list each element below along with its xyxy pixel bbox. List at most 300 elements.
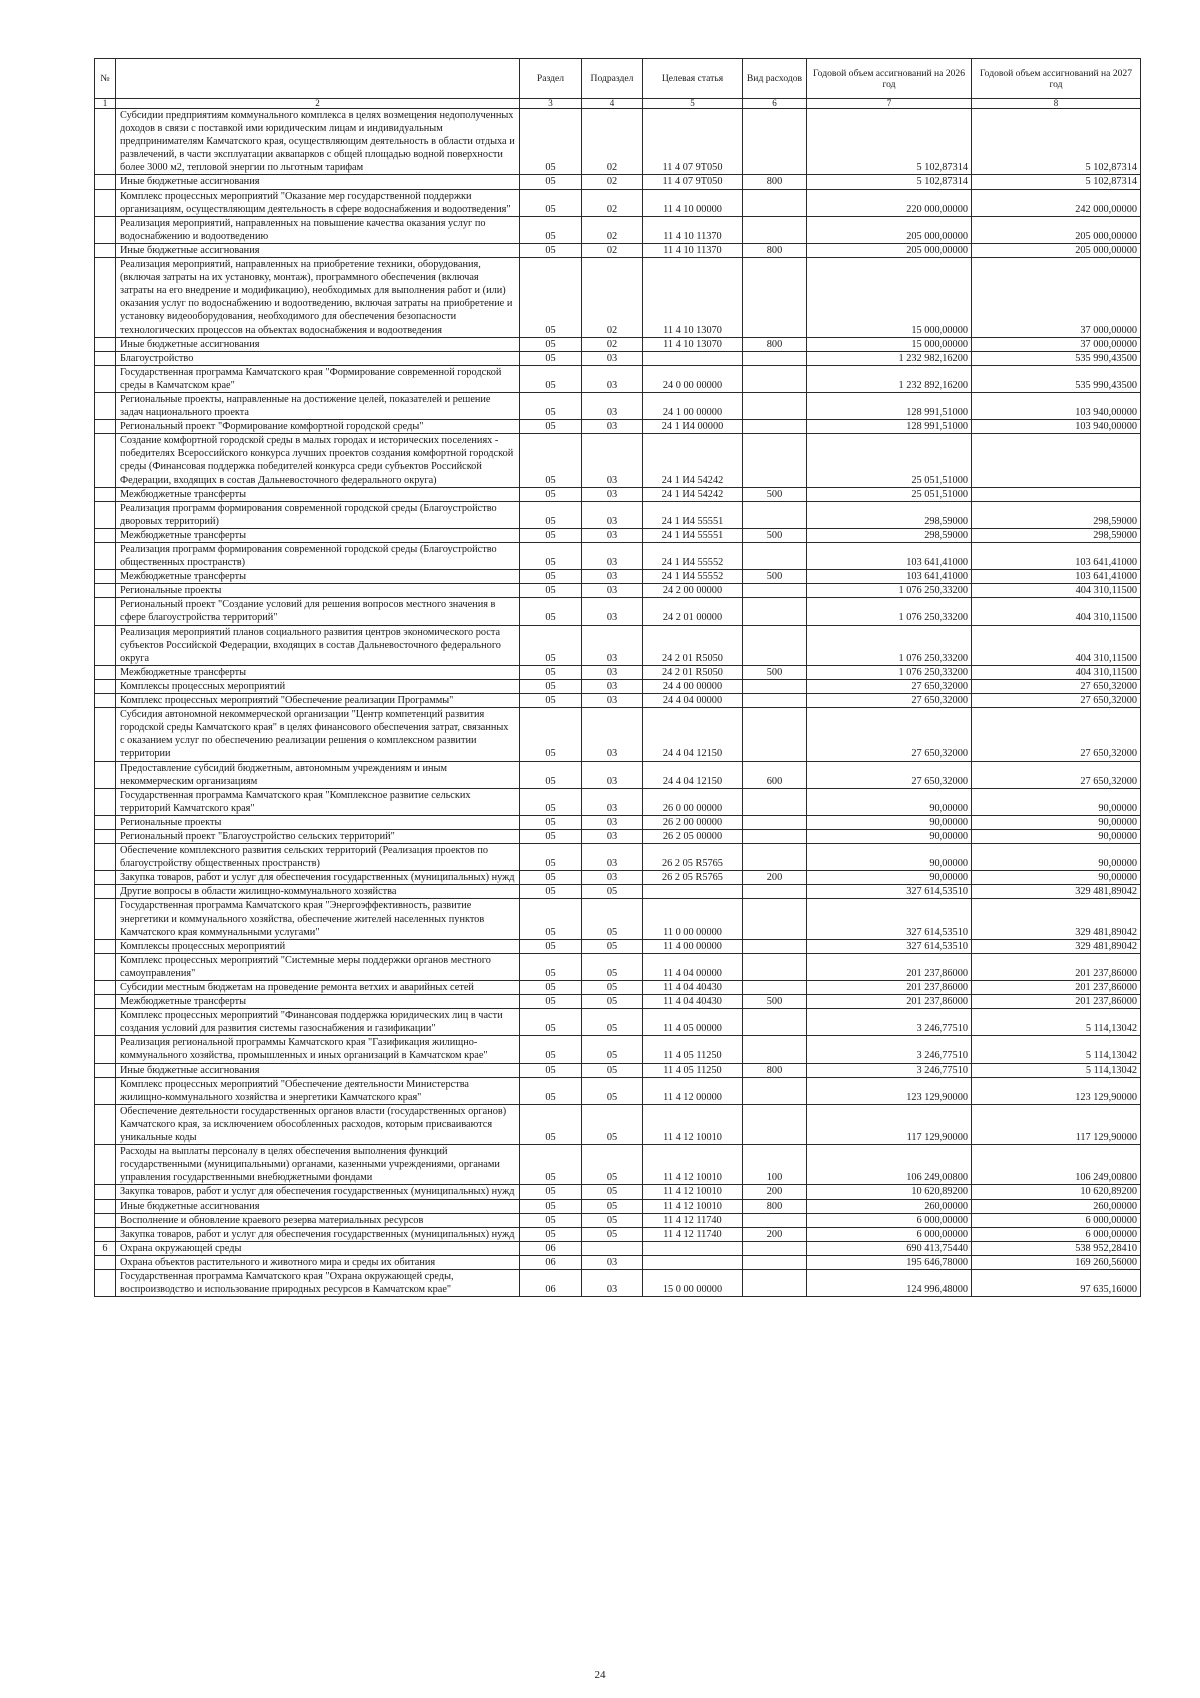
col-number: 8 <box>972 99 1141 109</box>
row-amount-2027: 27 650,32000 <box>972 679 1141 693</box>
row-vid <box>743 1255 807 1269</box>
row-podrazdel: 03 <box>582 392 643 419</box>
row-amount-2026: 15 000,00000 <box>807 337 972 351</box>
row-number <box>95 981 116 995</box>
row-vid: 200 <box>743 871 807 885</box>
row-podrazdel: 03 <box>582 365 643 392</box>
table-row <box>95 351 1141 365</box>
row-razdel: 05 <box>520 584 582 598</box>
row-podrazdel: 03 <box>582 679 643 693</box>
row-amount-2026: 5 102,87314 <box>807 109 972 175</box>
row-vid <box>743 679 807 693</box>
row-amount-2027: 298,59000 <box>972 528 1141 542</box>
row-podrazdel: 03 <box>582 1255 643 1269</box>
row-target: 24 2 01 R5050 <box>643 625 743 665</box>
row-razdel: 05 <box>520 243 582 257</box>
row-amount-2027: 117 129,90000 <box>972 1104 1141 1144</box>
row-number <box>95 679 116 693</box>
row-vid: 500 <box>743 528 807 542</box>
row-name: Благоустройство <box>116 351 520 365</box>
row-amount-2027: 6 000,00000 <box>972 1227 1141 1241</box>
row-name: Субсидия автономной некоммерческой организации "Центр компетенций развития городской среды Камчатского края" в целях финансового обеспечения затрат, связанных с оказанием услуг по обеспечению реализации решения о комплексном развитии территории <box>116 708 520 761</box>
row-razdel: 05 <box>520 761 582 788</box>
table-row <box>95 885 1141 899</box>
row-target: 11 4 04 00000 <box>643 953 743 980</box>
row-name: Иные бюджетные ассигнования <box>116 243 520 257</box>
row-podrazdel: 02 <box>582 216 643 243</box>
row-razdel: 05 <box>520 679 582 693</box>
table-row <box>95 570 1141 584</box>
table-row <box>95 1036 1141 1063</box>
table-row <box>95 337 1141 351</box>
row-number <box>95 189 116 216</box>
row-target: 26 0 00 00000 <box>643 788 743 815</box>
row-name: Иные бюджетные ассигнования <box>116 1199 520 1213</box>
row-razdel: 05 <box>520 1063 582 1077</box>
row-target: 11 4 10 13070 <box>643 337 743 351</box>
row-number <box>95 625 116 665</box>
row-razdel: 06 <box>520 1255 582 1269</box>
row-target: 11 4 05 11250 <box>643 1036 743 1063</box>
row-podrazdel: 03 <box>582 694 643 708</box>
table-row <box>95 1213 1141 1227</box>
row-amount-2027: 5 102,87314 <box>972 175 1141 189</box>
row-amount-2027: 103 940,00000 <box>972 392 1141 419</box>
row-razdel: 06 <box>520 1241 582 1255</box>
row-amount-2027: 27 650,32000 <box>972 761 1141 788</box>
row-razdel: 05 <box>520 337 582 351</box>
row-vid <box>743 829 807 843</box>
row-name: Предоставление субсидий бюджетным, автономным учреждениям и иным некоммерческим организациям <box>116 761 520 788</box>
row-podrazdel: 03 <box>582 871 643 885</box>
row-number <box>95 761 116 788</box>
row-target: 11 4 00 00000 <box>643 939 743 953</box>
row-amount-2026: 205 000,00000 <box>807 216 972 243</box>
row-podrazdel: 03 <box>582 570 643 584</box>
row-target: 24 2 01 R5050 <box>643 665 743 679</box>
row-amount-2026: 27 650,32000 <box>807 679 972 693</box>
row-name: Охрана объектов растительного и животного мира и среды их обитания <box>116 1255 520 1269</box>
row-target <box>643 1241 743 1255</box>
row-vid: 800 <box>743 1199 807 1213</box>
table-row <box>95 981 1141 995</box>
row-vid <box>743 434 807 487</box>
row-amount-2026: 3 246,77510 <box>807 1036 972 1063</box>
row-podrazdel: 05 <box>582 981 643 995</box>
row-amount-2027: 329 481,89042 <box>972 939 1141 953</box>
row-amount-2026: 5 102,87314 <box>807 175 972 189</box>
row-podrazdel: 03 <box>582 788 643 815</box>
row-podrazdel: 03 <box>582 584 643 598</box>
header-podrazdel: Подраздел <box>582 59 643 99</box>
row-number <box>95 365 116 392</box>
table-row <box>95 487 1141 501</box>
row-amount-2026: 1 076 250,33200 <box>807 584 972 598</box>
row-number: 6 <box>95 1241 116 1255</box>
row-vid: 500 <box>743 995 807 1009</box>
row-razdel: 05 <box>520 434 582 487</box>
row-name: Межбюджетные трансферты <box>116 487 520 501</box>
row-number <box>95 1199 116 1213</box>
table-row <box>95 1104 1141 1144</box>
row-target: 24 1 И4 55552 <box>643 570 743 584</box>
table-row <box>95 1199 1141 1213</box>
row-vid <box>743 365 807 392</box>
table-row <box>95 1227 1141 1241</box>
row-amount-2026: 25 051,51000 <box>807 434 972 487</box>
row-vid <box>743 1213 807 1227</box>
table-row <box>95 625 1141 665</box>
row-vid <box>743 1104 807 1144</box>
table-row <box>95 899 1141 939</box>
row-vid <box>743 981 807 995</box>
table-row <box>95 815 1141 829</box>
table-row <box>95 1145 1141 1185</box>
row-vid <box>743 939 807 953</box>
row-podrazdel: 05 <box>582 899 643 939</box>
row-amount-2027: 5 114,13042 <box>972 1063 1141 1077</box>
table-row <box>95 258 1141 338</box>
row-vid <box>743 351 807 365</box>
row-razdel: 05 <box>520 939 582 953</box>
col-number: 5 <box>643 99 743 109</box>
row-razdel: 05 <box>520 1077 582 1104</box>
row-vid: 100 <box>743 1145 807 1185</box>
row-target: 24 1 00 00000 <box>643 392 743 419</box>
row-number <box>95 258 116 338</box>
row-number <box>95 708 116 761</box>
table-row <box>95 953 1141 980</box>
row-amount-2026: 298,59000 <box>807 501 972 528</box>
row-razdel: 05 <box>520 216 582 243</box>
row-amount-2026: 123 129,90000 <box>807 1077 972 1104</box>
row-target: 26 2 05 R5765 <box>643 871 743 885</box>
row-vid <box>743 708 807 761</box>
header-name <box>116 59 520 99</box>
row-amount-2026: 90,00000 <box>807 788 972 815</box>
row-target: 11 4 12 10010 <box>643 1104 743 1144</box>
row-amount-2027: 27 650,32000 <box>972 708 1141 761</box>
row-podrazdel: 02 <box>582 175 643 189</box>
row-name: Реализация мероприятий планов социального развития центров экономического роста субъектов Российской Федерации, входящих в состав Дальневосточного федерального округа <box>116 625 520 665</box>
row-podrazdel: 03 <box>582 665 643 679</box>
row-razdel: 05 <box>520 899 582 939</box>
row-name: Комплекс процессных мероприятий "Обеспечение реализации Программы" <box>116 694 520 708</box>
row-amount-2026: 90,00000 <box>807 815 972 829</box>
row-name: Создание комфортной городской среды в малых городах и исторических поселениях - победителях Всероссийского конкурса лучших проектов создания комфортной городской среды (Финансовая поддержка победителей конкурса среди субъектов Российской Федерации, входящих в состав Дальневосточного федерального округа) <box>116 434 520 487</box>
row-name: Реализация мероприятий, направленных на повышение качества оказания услуг по водоснабжению и водоотведению <box>116 216 520 243</box>
row-number <box>95 899 116 939</box>
row-amount-2026: 90,00000 <box>807 844 972 871</box>
row-amount-2027: 535 990,43500 <box>972 365 1141 392</box>
row-amount-2027: 201 237,86000 <box>972 953 1141 980</box>
table-row <box>95 543 1141 570</box>
row-razdel: 05 <box>520 598 582 625</box>
row-podrazdel: 02 <box>582 243 643 257</box>
row-podrazdel: 03 <box>582 829 643 843</box>
row-name: Региональный проект "Формирование комфортной городской среды" <box>116 420 520 434</box>
row-razdel: 05 <box>520 351 582 365</box>
row-podrazdel: 03 <box>582 434 643 487</box>
row-amount-2026: 117 129,90000 <box>807 1104 972 1144</box>
row-podrazdel: 05 <box>582 1063 643 1077</box>
row-amount-2027: 404 310,11500 <box>972 598 1141 625</box>
row-vid <box>743 899 807 939</box>
row-amount-2027: 205 000,00000 <box>972 216 1141 243</box>
row-number <box>95 953 116 980</box>
row-vid <box>743 788 807 815</box>
row-podrazdel: 03 <box>582 815 643 829</box>
row-amount-2027: 123 129,90000 <box>972 1077 1141 1104</box>
row-amount-2026: 205 000,00000 <box>807 243 972 257</box>
table-row <box>95 871 1141 885</box>
table-row <box>95 1009 1141 1036</box>
row-vid: 800 <box>743 337 807 351</box>
row-amount-2026: 90,00000 <box>807 829 972 843</box>
table-row <box>95 829 1141 843</box>
row-razdel: 05 <box>520 365 582 392</box>
row-podrazdel: 03 <box>582 351 643 365</box>
row-target <box>643 351 743 365</box>
row-razdel: 05 <box>520 953 582 980</box>
row-number <box>95 1185 116 1199</box>
row-vid <box>743 625 807 665</box>
row-razdel: 05 <box>520 1104 582 1144</box>
row-podrazdel: 03 <box>582 844 643 871</box>
row-razdel: 05 <box>520 871 582 885</box>
row-target: 24 1 И4 00000 <box>643 420 743 434</box>
row-podrazdel: 02 <box>582 337 643 351</box>
row-name: Комплексы процессных мероприятий <box>116 939 520 953</box>
row-name: Комплексы процессных мероприятий <box>116 679 520 693</box>
row-razdel: 05 <box>520 995 582 1009</box>
row-target: 11 4 10 13070 <box>643 258 743 338</box>
row-amount-2026: 327 614,53510 <box>807 885 972 899</box>
row-razdel: 05 <box>520 189 582 216</box>
table-row <box>95 679 1141 693</box>
row-podrazdel: 02 <box>582 258 643 338</box>
row-target: 11 4 12 00000 <box>643 1077 743 1104</box>
row-target: 24 4 04 00000 <box>643 694 743 708</box>
header-razdel: Раздел <box>520 59 582 99</box>
row-target: 24 4 00 00000 <box>643 679 743 693</box>
header-vid: Вид расходов <box>743 59 807 99</box>
row-podrazdel: 02 <box>582 189 643 216</box>
row-name: Региональный проект "Создание условий для решения вопросов местного значения в сфере благоустройства территорий" <box>116 598 520 625</box>
row-name: Реализация программ формирования современной городской среды (Благоустройство общественных пространств) <box>116 543 520 570</box>
table-row <box>95 528 1141 542</box>
row-razdel: 05 <box>520 487 582 501</box>
row-amount-2027: 90,00000 <box>972 788 1141 815</box>
row-amount-2026: 327 614,53510 <box>807 899 972 939</box>
row-amount-2026: 1 076 250,33200 <box>807 598 972 625</box>
row-vid <box>743 216 807 243</box>
row-name: Межбюджетные трансферты <box>116 570 520 584</box>
row-number <box>95 584 116 598</box>
row-amount-2026: 106 249,00800 <box>807 1145 972 1185</box>
row-vid: 800 <box>743 243 807 257</box>
row-amount-2026: 27 650,32000 <box>807 708 972 761</box>
row-razdel: 05 <box>520 109 582 175</box>
table-row <box>95 939 1141 953</box>
row-number <box>95 1255 116 1269</box>
row-target: 11 4 05 00000 <box>643 1009 743 1036</box>
row-razdel: 05 <box>520 420 582 434</box>
row-target: 11 4 07 9Т050 <box>643 175 743 189</box>
row-vid <box>743 1241 807 1255</box>
row-razdel: 05 <box>520 258 582 338</box>
row-amount-2026: 124 996,48000 <box>807 1269 972 1296</box>
row-name: Реализация мероприятий, направленных на приобретение техники, оборудования, (включая затраты на их установку, монтаж), программного обеспечения (включая затраты на его внедрение и модификацию), необходимых для выполнения работ и (или) оказания услуг по водоснабжению и водоотведению, включая затраты на приобретение и установку видеооборудования, необходимого для обеспечения безопасности технологических процессов на объектах водоснабжения и водоотведения <box>116 258 520 338</box>
row-target: 24 4 04 12150 <box>643 761 743 788</box>
row-number <box>95 1063 116 1077</box>
row-target: 11 4 12 11740 <box>643 1213 743 1227</box>
row-podrazdel: 03 <box>582 528 643 542</box>
row-amount-2027: 298,59000 <box>972 501 1141 528</box>
row-vid: 200 <box>743 1227 807 1241</box>
table-row <box>95 694 1141 708</box>
row-number <box>95 1104 116 1144</box>
budget-table <box>94 58 1141 1297</box>
row-podrazdel: 03 <box>582 761 643 788</box>
row-number <box>95 216 116 243</box>
row-razdel: 05 <box>520 829 582 843</box>
row-target: 26 2 00 00000 <box>643 815 743 829</box>
row-amount-2027: 535 990,43500 <box>972 351 1141 365</box>
row-name: Охрана окружающей среды <box>116 1241 520 1255</box>
row-target: 24 1 И4 55551 <box>643 528 743 542</box>
row-number <box>95 788 116 815</box>
row-number <box>95 598 116 625</box>
row-amount-2026: 201 237,86000 <box>807 953 972 980</box>
row-amount-2027: 5 114,13042 <box>972 1036 1141 1063</box>
row-amount-2027 <box>972 434 1141 487</box>
row-number <box>95 995 116 1009</box>
row-target: 11 4 10 00000 <box>643 189 743 216</box>
row-amount-2026: 10 620,89200 <box>807 1185 972 1199</box>
row-number <box>95 434 116 487</box>
row-name: Реализация региональной программы Камчатского края "Газификация жилищно-коммунального хозяйства, промышленных и иных организаций в Камчатском крае" <box>116 1036 520 1063</box>
table-row <box>95 665 1141 679</box>
row-podrazdel: 05 <box>582 1077 643 1104</box>
row-number <box>95 351 116 365</box>
row-number <box>95 175 116 189</box>
row-name: Региональные проекты <box>116 584 520 598</box>
row-name: Комплекс процессных мероприятий "Оказание мер государственной поддержки организациям, осуществляющим деятельность в сфере водоснабжения и водоотведения" <box>116 189 520 216</box>
row-target: 24 1 И4 54242 <box>643 434 743 487</box>
row-name: Комплекс процессных мероприятий "Финансовая поддержка юридических лиц в части создания условий для развития системы газоснабжения и газификации" <box>116 1009 520 1036</box>
row-amount-2027: 90,00000 <box>972 829 1141 843</box>
table-row <box>95 420 1141 434</box>
row-amount-2027: 10 620,89200 <box>972 1185 1141 1199</box>
row-amount-2027: 37 000,00000 <box>972 337 1141 351</box>
row-vid: 500 <box>743 487 807 501</box>
row-number <box>95 1009 116 1036</box>
row-vid <box>743 109 807 175</box>
row-razdel: 05 <box>520 708 582 761</box>
row-amount-2027: 404 310,11500 <box>972 665 1141 679</box>
row-vid <box>743 420 807 434</box>
row-amount-2026: 128 991,51000 <box>807 392 972 419</box>
row-amount-2026: 201 237,86000 <box>807 995 972 1009</box>
header-row <box>95 59 1141 99</box>
row-amount-2027: 6 000,00000 <box>972 1213 1141 1227</box>
row-number <box>95 487 116 501</box>
row-razdel: 05 <box>520 570 582 584</box>
table-row <box>95 1241 1141 1255</box>
row-target: 11 0 00 00000 <box>643 899 743 939</box>
row-number <box>95 1077 116 1104</box>
page-number: 24 <box>594 1669 606 1681</box>
row-amount-2027: 404 310,11500 <box>972 625 1141 665</box>
row-name: Субсидии предприятиям коммунального комплекса в целях возмещения недополученных доходов в связи с поставкой ими юридическим лицам и индивидуальным предпринимателям Камчатского края, осуществляющим деятельность в области отдыха и развлечений, в части эксплуатации аквапарков с общей площадью водной поверхности более 3000 м2, тепловой энергии по льготным тарифам <box>116 109 520 175</box>
row-amount-2026: 103 641,41000 <box>807 570 972 584</box>
row-vid: 800 <box>743 175 807 189</box>
header-2026: Годовой объем ассигнований на 2026 год <box>807 59 972 99</box>
row-vid <box>743 189 807 216</box>
row-razdel: 05 <box>520 1009 582 1036</box>
row-name: Другие вопросы в области жилищно-коммунального хозяйства <box>116 885 520 899</box>
table-row <box>95 1255 1141 1269</box>
row-number <box>95 501 116 528</box>
row-target: 11 4 12 11740 <box>643 1227 743 1241</box>
row-number <box>95 420 116 434</box>
row-amount-2027: 90,00000 <box>972 844 1141 871</box>
row-number <box>95 109 116 175</box>
row-target: 11 4 10 11370 <box>643 243 743 257</box>
row-amount-2027: 329 481,89042 <box>972 885 1141 899</box>
row-podrazdel: 03 <box>582 708 643 761</box>
table-row <box>95 761 1141 788</box>
row-target: 24 2 00 00000 <box>643 584 743 598</box>
row-name: Иные бюджетные ассигнования <box>116 1063 520 1077</box>
row-number <box>95 543 116 570</box>
row-target: 11 4 12 10010 <box>643 1199 743 1213</box>
row-amount-2026: 298,59000 <box>807 528 972 542</box>
column-number-row <box>95 99 1141 109</box>
row-number <box>95 243 116 257</box>
row-amount-2027: 90,00000 <box>972 815 1141 829</box>
header-2027: Годовой объем ассигнований на 2027 год <box>972 59 1141 99</box>
row-amount-2027: 205 000,00000 <box>972 243 1141 257</box>
row-podrazdel <box>582 1241 643 1255</box>
row-name: Закупка товаров, работ и услуг для обеспечения государственных (муниципальных) нужд <box>116 871 520 885</box>
row-number <box>95 1036 116 1063</box>
row-podrazdel: 05 <box>582 995 643 1009</box>
row-number <box>95 885 116 899</box>
table-row <box>95 216 1141 243</box>
row-amount-2027: 260,00000 <box>972 1199 1141 1213</box>
table-row <box>95 434 1141 487</box>
row-name: Иные бюджетные ассигнования <box>116 175 520 189</box>
row-amount-2027: 103 940,00000 <box>972 420 1141 434</box>
row-name: Реализация программ формирования современной городской среды (Благоустройство дворовых территорий) <box>116 501 520 528</box>
row-vid: 500 <box>743 570 807 584</box>
row-target: 11 4 12 10010 <box>643 1145 743 1185</box>
row-vid <box>743 1077 807 1104</box>
row-razdel: 05 <box>520 981 582 995</box>
row-amount-2026: 27 650,32000 <box>807 694 972 708</box>
col-number: 3 <box>520 99 582 109</box>
row-amount-2027: 106 249,00800 <box>972 1145 1141 1185</box>
row-number <box>95 1269 116 1296</box>
row-amount-2026: 201 237,86000 <box>807 981 972 995</box>
row-vid <box>743 501 807 528</box>
row-vid <box>743 392 807 419</box>
row-amount-2027: 169 260,56000 <box>972 1255 1141 1269</box>
row-amount-2026: 25 051,51000 <box>807 487 972 501</box>
row-number <box>95 871 116 885</box>
